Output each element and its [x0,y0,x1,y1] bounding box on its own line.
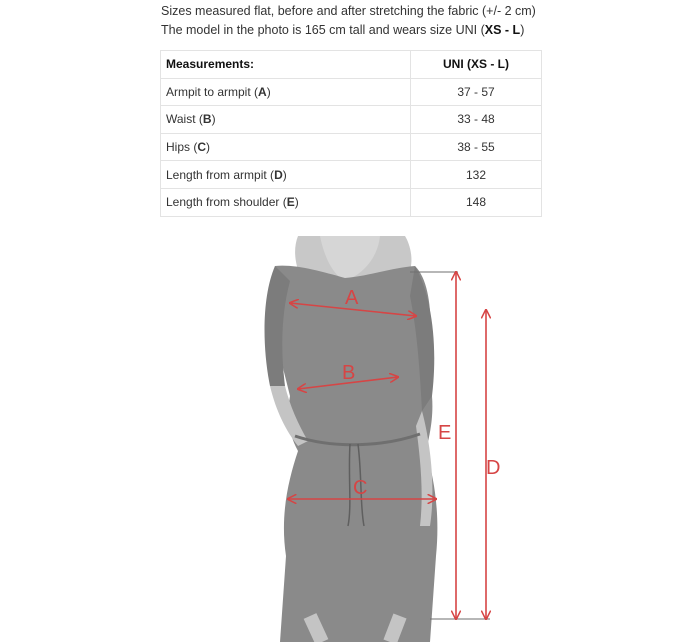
header-label: Measurements: [161,51,411,79]
dress-shape [271,266,437,642]
intro-line-2-suffix: ) [520,23,525,37]
row-label: Length from armpit (D) [161,161,411,189]
row-value: 132 [411,161,542,189]
row-code: C [197,140,207,155]
row-code: B [202,112,212,127]
dress-illustration [250,236,510,642]
row-label-text: Armpit to armpit [166,84,251,99]
row-code: A [258,84,267,99]
label-a: A [345,287,359,309]
size-table [160,50,542,217]
table-row [161,161,542,189]
intro-line-1: Sizes measured flat, before and after stretching the fabric (+/- 2 cm) [161,4,536,18]
size-intro [161,2,536,40]
intro-line-2-prefix: The model in the photo is 165 cm tall and wears size UNI ( [161,23,485,37]
row-label: Armpit to armpit (A) [161,78,411,106]
row-label-text: Waist [166,112,196,127]
row-code: E [286,195,295,210]
row-label-text: Length from armpit [166,167,267,182]
label-b: B [342,362,356,384]
measurement-diagram [250,236,510,642]
label-d: D [486,457,501,479]
row-code: D [274,167,283,182]
table-row [161,133,542,161]
row-label: Waist (B) [161,106,411,134]
row-label: Length from shoulder (E) [161,188,411,216]
row-label: Hips (C) [161,133,411,161]
row-value: 37 - 57 [411,78,542,106]
table-row [161,78,542,106]
row-label-text: Hips [166,140,191,155]
table-header-row [161,51,542,79]
intro-line-2 [161,21,536,40]
intro-size: XS - L [484,23,521,37]
header-value: UNI (XS - L) [411,51,542,79]
row-value: 38 - 55 [411,133,542,161]
row-label-text: Length from shoulder [166,195,280,210]
table-row [161,188,542,216]
label-e: E [438,422,452,444]
table-row [161,106,542,134]
label-c: C [353,477,368,499]
row-value: 33 - 48 [411,106,542,134]
row-value: 148 [411,188,542,216]
